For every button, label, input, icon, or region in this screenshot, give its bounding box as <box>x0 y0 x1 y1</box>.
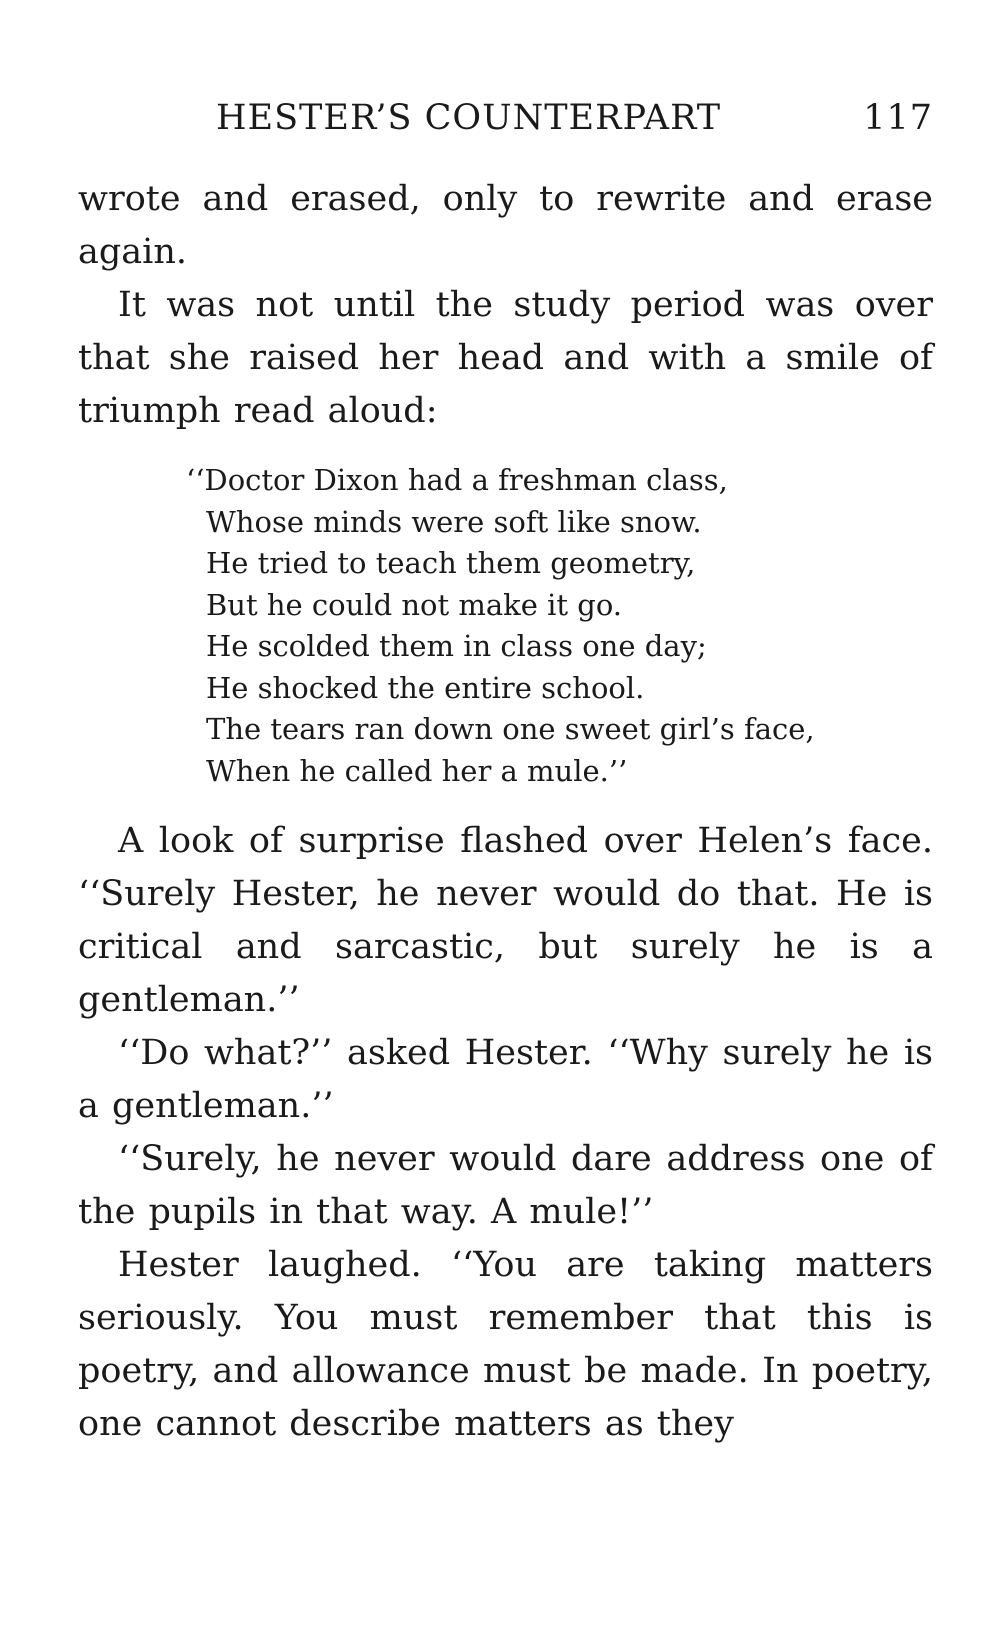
paragraph: It was not until the study period was over that she raised her head and with a smile of triumph read aloud: <box>78 285 933 431</box>
text-block-before-poem <box>78 173 933 438</box>
poem-line: Whose minds were soft like snow. <box>206 504 702 539</box>
chapter-title: HESTER’S COUNTERPART <box>216 98 722 138</box>
poem-line: He scolded them in class one day; <box>206 629 707 663</box>
poem-line: He tried to teach them geometry, <box>206 546 696 580</box>
paragraph: A look of surprise flashed over Helen’s face. ‘‘Surely Hester, he never would do that. He is critical and sarcastic, but surely he is a gentleman.’’ <box>78 821 933 1020</box>
poem-line: The tears ran down one sweet girl’s face, <box>206 712 815 746</box>
book-page <box>78 0 933 1652</box>
running-head <box>78 98 933 148</box>
page-number: 117 <box>863 98 933 138</box>
poem-line: When he called her a mule.’’ <box>206 753 628 788</box>
poem-line: ‘‘Doctor Dixon had a freshman class, <box>186 463 728 497</box>
paragraph: ‘‘Do what?’’ asked Hester. ‘‘Why surely he is a gentleman.’’ <box>78 1033 933 1126</box>
poem <box>186 460 886 792</box>
paragraph: wrote and erased, only to rewrite and erase again. <box>78 179 933 272</box>
text-block-after-poem <box>78 815 933 1451</box>
poem-line: But he could not make it go. <box>206 587 622 622</box>
paragraph: Hester laughed. ‘‘You are taking matters seriously. You must remember that this is poetry, and allowance must be made. In poetry, one cannot describe matters as they <box>78 1245 933 1444</box>
paragraph: ‘‘Surely, he never would dare address one of the pupils in that way. A mule!’’ <box>78 1139 933 1232</box>
poem-line: He shocked the entire school. <box>206 670 645 705</box>
